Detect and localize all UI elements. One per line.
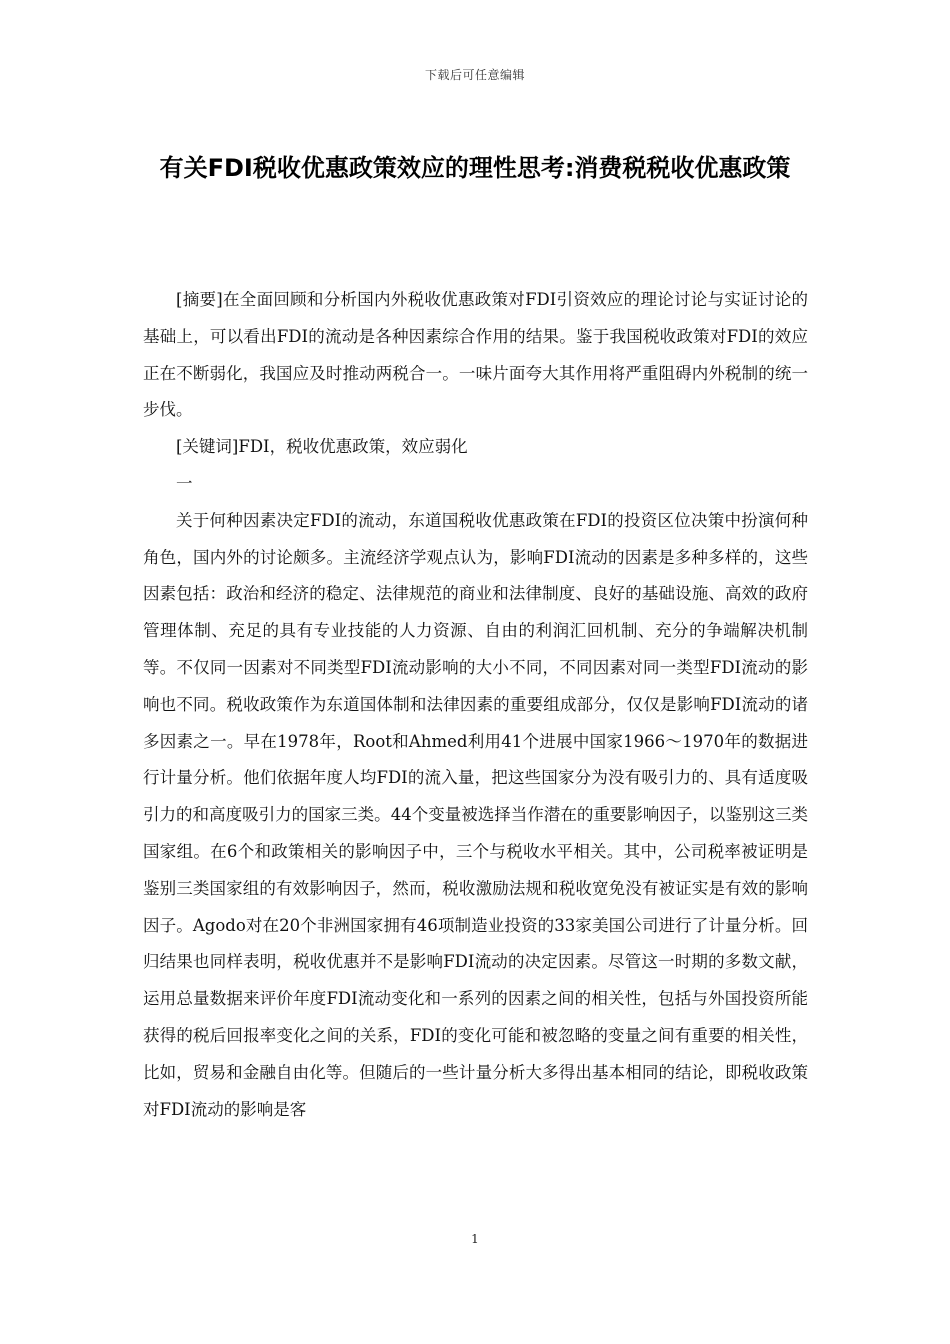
document-title: 有关FDI税收优惠政策效应的理性思考:消费税税收优惠政策 [159, 154, 791, 182]
header-note: 下载后可任意编辑 [424, 68, 525, 82]
keywords-paragraph: [关键词]FDI，税收优惠政策，效应弱化 [176, 437, 468, 457]
body-paragraph: 关于何种因素决定FDI的流动，东道国税收优惠政策在FDI的投资区位决策中扮演何种角色，国内外的讨论颇多。主流经济学观点认为，影响FDI流动的因素是多种多样的，这些因素包括：政治和经济的稳定、法律规范的商业和法律制度、良好的基础设施、高效的政府管理体制、充足的具有专业技能的人力资源、自由的利润汇回机制、充分的争端解决机制等。不仅同一因素对不同类型FDI流动影响的大小不同，不同因素对同一类型FDI流动的影响也不同。税收政策作为东道国体制和法律因素的重要组成部分，仅仅是影响FDI流动的诸多因素之一。早在1978年，Root和Ahmed利用41个进展中国家1966～1970年的数据进行计量分析。他们依据年度人均FDI的流入量，把这些国家分为没有吸引力的、具有适度吸引力的和高度吸引力的国家三类。44个变量被选择当作潜在的重要影响因子，以鉴别这三类国家组。在6个和政策相关的影响因子中，三个与税收水平相关。其中，公司税率被证明是鉴别三类国家组的有效影响因子，然而，税收激励法规和税收宽免没有被证实是有效的影响因子。Agodo对在20个非洲国家拥有46项制造业投资的33家美国公司进行了计量分析。回归结果也同样表明，税收优惠并不是影响FDI流动的决定因素。尽管这一时期的多数文献，运用总量数据来评价年度FDI流动变化和一系列的因素之间的相关性，包括与外国投资所能获得的税后回报率变化之间的关系，FDI的变化可能和被忽略的变量之间有重要的相关性，比如，贸易和金融自由化等。但随后的一些计量分析大多得出基本相同的结论，即税收政策对FDI流动的影响是客 [143, 510, 808, 1119]
section-number: 一 [176, 473, 193, 493]
abstract-paragraph: [摘要]在全面回顾和分析国内外税收优惠政策对FDI引资效应的理论讨论与实证讨论的基础上，可以看出FDI的流动是各种因素综合作用的结果。鉴于我国税收政策对FDI的效应正在不断弱化，我国应及时推动两税合一。一味片面夸大其作用将严重阻碍内外税制的统一步伐。 [143, 290, 808, 420]
page-number: 1 [471, 1232, 479, 1246]
document-body [143, 282, 808, 1128]
